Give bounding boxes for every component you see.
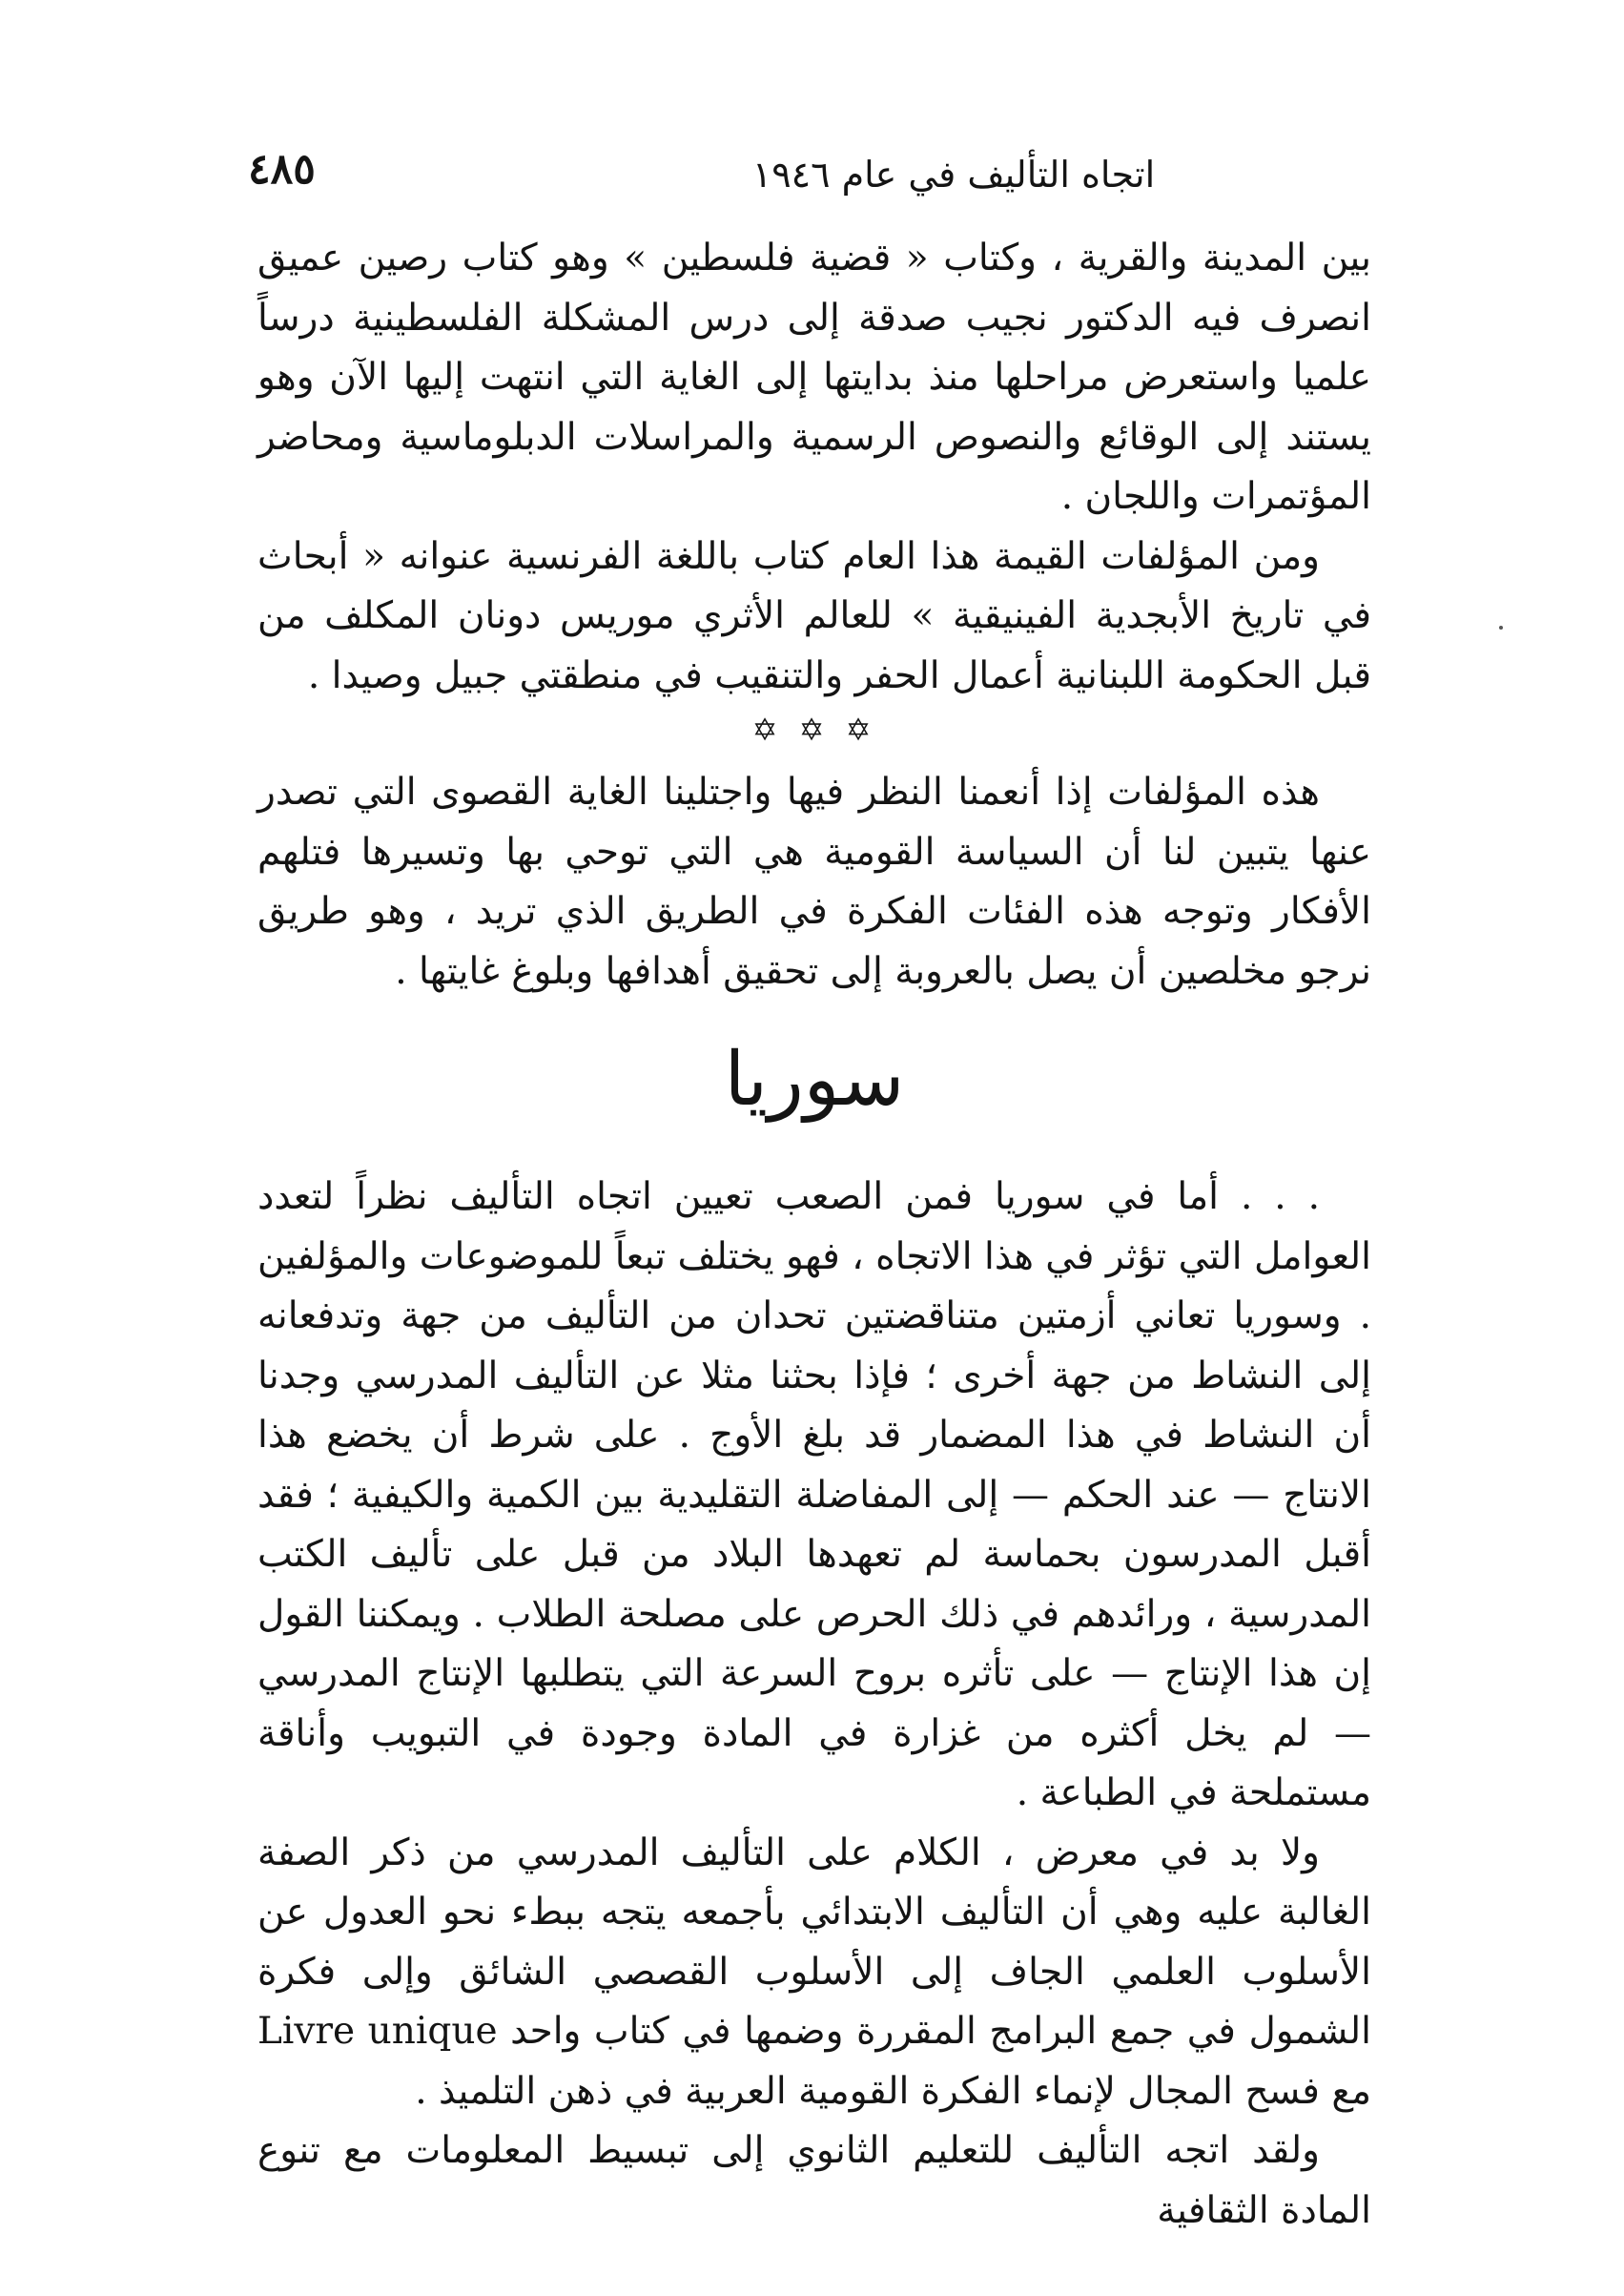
body-text (257, 229, 1371, 2241)
section-separator-stars: ✡ ✡ ✡ (751, 712, 877, 748)
paragraph: ومن المؤلفات القيمة هذا العام كتاب باللغة الفرنسية عنوانه « أبحاث في تاريخ الأبجدية الفينيقية » للعالم الأثري موريس دونان المكلف من قبل الحكومة اللبنانية أعمال الحفر والتنقيب في منطقتي جبيل وصيدا . (257, 534, 1371, 697)
paragraph: هذه المؤلفات إذا أنعمنا النظر فيها واجتلينا الغاية القصوى التي تصدر عنها يتبين لنا أن السياسة القومية هي التي توحي بها وتسيرها فتلهم الأفكار وتوجه هذه الفئات الفكرة في الطريق الذي تريد ، وهو طريق نرجو مخلصين أن يصل بالعروبة إلى تحقيق أهدافها وبلوغ غايتها . (257, 771, 1371, 993)
running-title: اتجاه التأليف في عام ١٩٤٦ (751, 154, 1156, 196)
paragraph: ولا بد في معرض ، الكلام على التأليف المدرسي من ذكر الصفة الغالبة عليه وهي أن التأليف الابتدائي بأجمعه يتجه ببطء نحو العدول عن الأسلوب العلمي الجاف إلى الأسلوب القصصي الشائق وإلى فكرة الشمول في جمع البرامج المقررة وضمها في كتاب واحد Livre unique مع فسح المجال لإنماء الفكرة القومية العربية في ذهن التلميذ . (257, 1831, 1371, 2113)
page-number: ٤٨٥ (248, 145, 316, 194)
paragraph: ولقد اتجه التأليف للتعليم الثانوي إلى تبسيط المعلومات مع تنوع المادة الثقافية (257, 2129, 1371, 2232)
section-title: سوريا (724, 1037, 905, 1123)
ink-speck (1499, 626, 1503, 630)
paragraph-continuation: بين المدينة والقرية ، وكتاب « قضية فلسطين » وهو كتاب رصين عميق انصرف فيه الدكتور نجيب صدقة إلى درس المشكلة الفلسطينية درساً علميا واستعرض مراحلها منذ بدايتها إلى الغاية التي انتهت إليها الآن وهو يستند إلى الوقائع والنصوص الرسمية والمراسلات الدبلوماسية ومحاضر المؤتمرات واللجان . (257, 237, 1371, 518)
paragraph: . . . أما في سوريا فمن الصعب تعيين اتجاه التأليف نظراً لتعدد العوامل التي تؤثر في هذا الاتجاه ، فهو يختلف تبعاً للموضوعات والمؤلفين . وسوريا تعاني أزمتين متناقضتين تحدان من التأليف من جهة وتدفعانه إلى النشاط من جهة أخرى ؛ فإذا بحثنا مثلا عن التأليف المدرسي وجدنا أن النشاط في هذا المضمار قد بلغ الأوج . على شرط أن يخضع هذا الانتاج — عند الحكم — إلى المفاضلة التقليدية بين الكمية والكيفية ؛ فقد أقبل المدرسون بحماسة لم تعهدها البلاد من قبل على تأليف الكتب المدرسية ، ورائدهم في ذلك الحرص على مصلحة الطلاب . ويمكننا القول إن هذا الإنتاج — على تأثره بروح السرعة التي يتطلبها الإنتاج المدرسي — لم يخل أكثره من غزارة في المادة وجودة في التبويب وأناقة مستملحة في الطباعة . (257, 1175, 1371, 1814)
page-header (248, 143, 1373, 210)
